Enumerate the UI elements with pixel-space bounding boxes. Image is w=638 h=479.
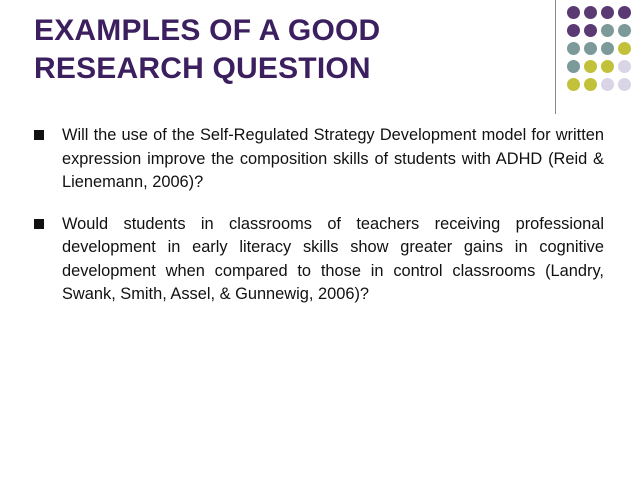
dot-teal [601,42,614,55]
dot-purple [584,24,597,37]
dot-teal [601,24,614,37]
dot-lavender [618,78,631,91]
dot-purple [618,6,631,19]
dot-lavender [601,78,614,91]
dot-purple [567,24,580,37]
dot-teal [567,42,580,55]
dot-teal [584,42,597,55]
dot-purple [584,6,597,19]
bullet-item [34,213,604,307]
dot-teal [567,60,580,73]
bullet-item [34,124,604,195]
slide-title [34,12,534,88]
dot-olive [567,78,580,91]
vertical-divider [555,0,556,114]
decorative-dot-grid [565,6,635,106]
dot-lavender [618,60,631,73]
title-line-2: RESEARCH QUESTION [34,52,371,85]
title-line-1: EXAMPLES OF A GOOD [34,14,381,47]
dot-purple [567,6,580,19]
dot-teal [618,24,631,37]
dot-olive [601,60,614,73]
dot-purple [601,6,614,19]
dot-olive [584,60,597,73]
bullet-text: Will the use of the Self-Regulated Strategy Development model for written expression improve the composition skills of students with ADHD (Reid & Lienemann, 2006)? [62,126,604,191]
bullet-list [34,124,604,325]
square-bullet-icon [34,130,44,140]
dot-olive [584,78,597,91]
bullet-text: Would students in classrooms of teachers receiving professional development in early literacy skills show greater gains in cognitive development when compared to those in control classrooms (Landry, Swank, Smith, Assel, & Gunnewig, 2006)? [62,214,604,303]
dot-olive [618,42,631,55]
square-bullet-icon [34,219,44,229]
